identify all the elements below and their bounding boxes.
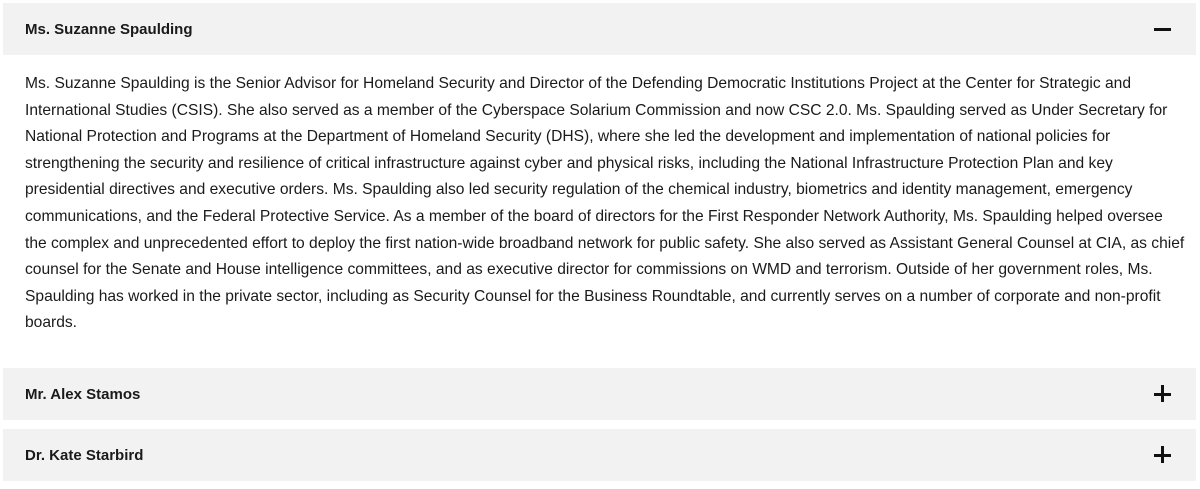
speaker-bio: Ms. Suzanne Spaulding is the Senior Advisor for Homeland Security and Director of the Defending Democratic Institutions Project at the Center for Strategic and International Studies (CSIS). She also served as a member of the Cyberspace Solarium Commission and now CSC 2.0. Ms. Spaulding served as Under Secretary for National Protection and Programs at the Department of Homeland Security (DHS), where she led the development and implementation of national policies for strengthening the security and resilience of critical infrastructure against cyber and physical risks, including the National Infrastructure Protection Plan and key presidential directives and executive orders. Ms. Spaulding also led security regulation of the chemical industry, biometrics and identity management, emergency communications, and the Federal Protective Service. As a member of the board of directors for the First Responder Network Authority, Ms. Spaulding helped oversee the complex and unprecedented effort to deploy the first nation-wide broadband network for public safety. She also served as Assistant General Counsel at CIA, as chief counsel for the Senate and House intelligence committees, and as executive director for commissions on WMD and terrorism. Outside of her government roles, Ms. Spaulding has worked in the private sector, including as Security Counsel for the Business Roundtable, and currently serves on a number of corporate and non-profit boards. [25,75,1185,332]
accordion-header-alex-stamos[interactable] [3,368,1196,420]
accordion-header-suzanne-spaulding[interactable] [3,3,1196,55]
speaker-name: Dr. Kate Starbird [25,446,144,464]
speaker-name: Mr. Alex Stamos [25,385,141,403]
plus-icon[interactable] [1154,385,1172,403]
plus-icon[interactable] [1154,446,1172,464]
accordion-header-kate-starbird[interactable] [3,429,1196,481]
minus-icon[interactable] [1154,20,1172,38]
speaker-name: Ms. Suzanne Spaulding [25,20,193,38]
